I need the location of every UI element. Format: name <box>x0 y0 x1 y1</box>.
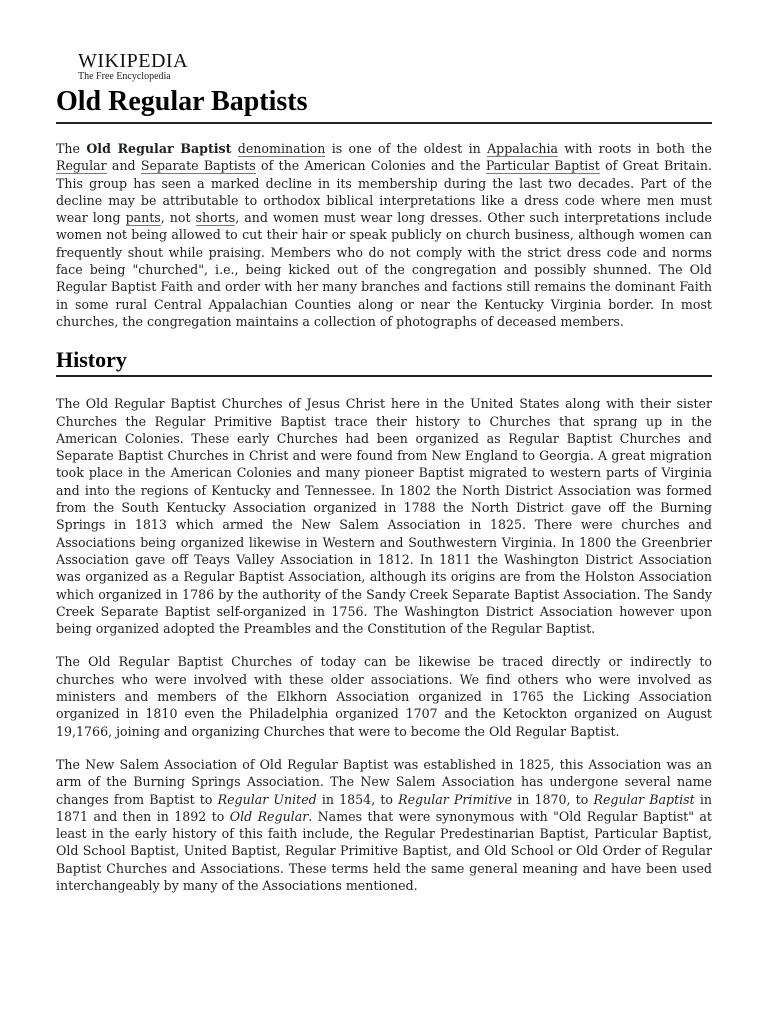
intro-text: is one of the oldest in <box>325 141 488 156</box>
section-heading-history: History <box>56 346 712 377</box>
link-shorts[interactable]: shorts <box>195 210 236 226</box>
intro-paragraph <box>56 140 712 330</box>
history-text: The New Salem Association of Old Regular Baptist was established in 1825, this Association was an arm of the Burning Springs Association. The New Salem Association has undergone several name changes from Baptist to <box>56 756 712 807</box>
logo-wordmark: WIKIPEDIA <box>78 50 189 72</box>
intro-text <box>231 141 237 156</box>
link-particular-baptist[interactable]: Particular Baptist <box>485 158 600 174</box>
link-separate-baptists[interactable]: Separate Baptists <box>140 158 256 174</box>
link-appalachia[interactable]: Appalachia <box>487 141 559 156</box>
article-body <box>56 140 712 910</box>
intro-text: and <box>106 158 141 174</box>
link-pants[interactable]: pants <box>125 210 161 226</box>
intro-text: of the American Colonies and the <box>255 158 486 174</box>
intro-bold-term: Old Regular Baptist <box>86 141 232 156</box>
history-text: in 1870, to <box>512 791 594 807</box>
history-italic-name: Regular United <box>217 791 317 807</box>
history-paragraph-3 <box>56 756 712 894</box>
history-text: in 1871 and then in 1892 to <box>56 791 712 824</box>
intro-text: , and women must wear long dresses. Other such interpretations include women not being allowed to cut their hair or speak publicly on church business, although women can frequently shout while praising. Members who do not comply with the strict dress code and norms face being "churched", i.e., being kicked out of the congregation and possibly shunned. The Old Regular Baptist Faith and order with her many branches and factions still remains the dominant Faith in some rural Central Appalachian Counties along or near the Kentucky Virginia border. In most churches, the congregation maintains a collection of photographs of deceased members. <box>56 210 712 329</box>
history-paragraph-2: The Old Regular Baptist Churches of today can be likewise be traced directly or indirectly to churches who were involved with these older associations. We find others who were involved as ministers and members of the Elkhorn Association organized in 1765 the Licking Association organized in 1810 even the Philadelphia organized 1707 and the Ketockton organized on August 19,1766, joining and organizing Churches that were to become the Old Regular Baptist. <box>56 654 712 739</box>
wikipedia-logo[interactable] <box>78 50 188 83</box>
history-text: . Names that were synonymous with "Old Regular Baptist" at least in the early history of this faith include, the Regular Predestinarian Baptist, Particular Baptist, Old School Baptist, United Baptist, Regular Primitive Baptist, and Old School or Old Order of Regular Baptist Churches and Associations. These terms held the same general meaning and have been used interchangeably by many of the Associations mentioned. <box>56 808 712 893</box>
intro-text: with roots in both the <box>558 141 712 156</box>
intro-text: of Great Britain. This group has seen a marked decline in its membership during the last two decades. Part of the decline may be attributable to orthodox biblical interpretations like a dress code where men must wear long <box>56 158 712 226</box>
intro-text: , not <box>160 210 196 226</box>
page-title: Old Regular Baptists <box>56 82 712 124</box>
history-italic-name: Regular Primitive <box>398 791 513 807</box>
logo-tagline: The Free Encyclopedia <box>78 71 171 82</box>
history-italic-name: Old Regular <box>229 808 309 824</box>
link-denomination[interactable]: denomination <box>237 141 326 156</box>
link-regular[interactable]: Regular <box>56 158 107 174</box>
history-italic-name: Regular Baptist <box>593 791 695 807</box>
history-text: in 1854, to <box>316 791 399 807</box>
intro-text: The <box>56 141 87 156</box>
history-paragraph-1: The Old Regular Baptist Churches of Jesus Christ here in the United States along with their sister Churches the Regular Primitive Baptist trace their history to Churches that sprang up in the American Colonies. These early Churches had been organized as Regular Baptist Churches and Separate Baptist Churches in Christ and were found from New England to Georgia. A great migration took place in the American Colonies and many pioneer Baptist migrated to western parts of Virginia and into the regions of Kentucky and Tennessee. In 1802 the North District Association was formed from the South Kentucky Association organized in 1788 the North District gave off the Burning Springs in 1813 which armed the New Salem Association in 1825. There were churches and Associations being organized likewise in Western and Southwestern Virginia. In 1800 the Greenbrier Association gave off Teays Valley Association in 1812. In 1811 the Washington District Association was organized as a Regular Baptist Association, although its origins are from the Holston Association which organized in 1786 by the authority of the Sandy Creek Separate Baptist Association. The Sandy Creek Separate Baptist self-organized in 1756. The Washington District Association however upon being organized adopted the Preambles and the Constitution of the Regular Baptist. <box>56 396 712 637</box>
